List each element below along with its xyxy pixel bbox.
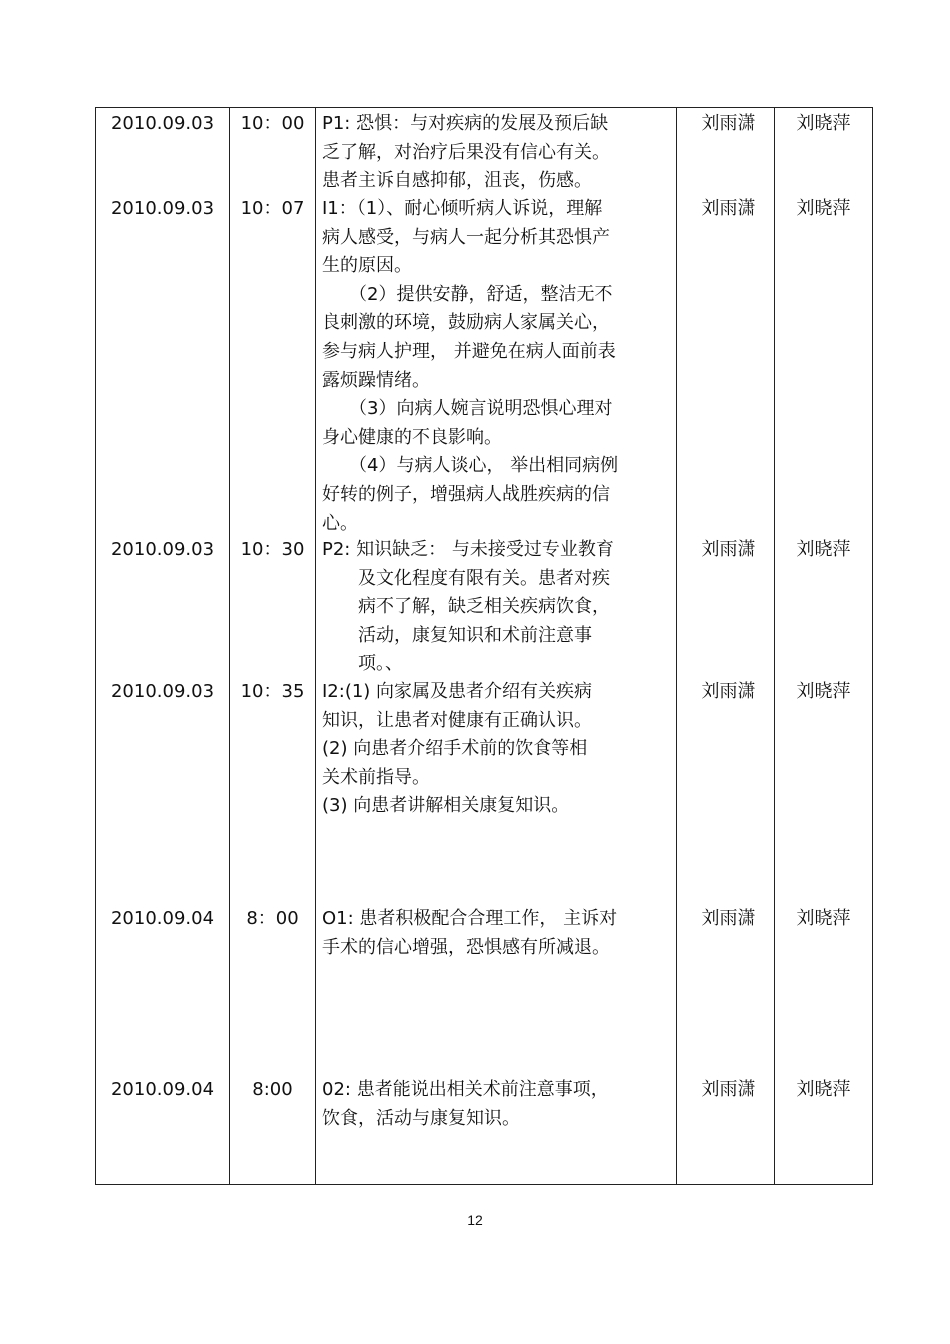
- record-date: 2010.09.03: [110, 681, 215, 702]
- content-line: 生的原因。: [322, 255, 412, 277]
- nurse-name: 刘雨潇: [701, 198, 756, 219]
- record-time: 10：07: [240, 198, 305, 219]
- content-line: 患者主诉自感抑郁，沮丧，伤感。: [322, 170, 592, 192]
- nurse-name: 刘雨潇: [701, 681, 756, 702]
- record-date: 2010.09.04: [110, 1079, 215, 1100]
- page-number: 12: [467, 1212, 483, 1228]
- checker-name: 刘晓萍: [796, 113, 851, 134]
- record-time: 8:00: [252, 1079, 293, 1100]
- record-content: [322, 195, 672, 538]
- record-time: 10：00: [240, 113, 305, 134]
- content-line: 露烦躁情绪。: [322, 369, 430, 391]
- checker-name: 刘晓萍: [796, 1079, 851, 1100]
- record-content: [322, 678, 672, 821]
- content-line: (3) 向患者讲解相关康复知识。: [322, 795, 570, 817]
- checker-name: 刘晓萍: [796, 539, 851, 560]
- content-line: 及文化程度有限有关。患者对疾: [322, 567, 610, 589]
- record-date: 2010.09.04: [110, 908, 215, 929]
- content-line: 项。、: [322, 653, 403, 675]
- nurse-name: 刘雨潇: [701, 1079, 756, 1100]
- content-line: 好转的例子，增强病人战胜疾病的信: [322, 483, 610, 505]
- content-line: 心。: [322, 512, 358, 534]
- nurse-name: 刘雨潇: [701, 908, 756, 929]
- record-date: 2010.09.03: [110, 198, 215, 219]
- checker-name: 刘晓萍: [796, 198, 851, 219]
- nurse-name: 刘雨潇: [701, 113, 756, 134]
- record-time: 10：30: [240, 539, 305, 560]
- content-line: （3）向病人婉言说明恐惧心理对: [322, 398, 613, 420]
- record-content: [322, 905, 672, 962]
- content-line: （4）与病人谈心， 举出相同病例: [322, 455, 619, 477]
- content-line: 饮食，活动与康复知识。: [322, 1107, 520, 1129]
- content-line: P1: 恐惧：与对疾病的发展及预后缺: [322, 113, 609, 134]
- column-divider: [774, 108, 775, 1184]
- content-line: I2:(1) 向家属及患者介绍有关疾病: [322, 681, 593, 702]
- content-line: 手术的信心增强，恐惧感有所减退。: [322, 936, 610, 958]
- nursing-record-table: [95, 107, 873, 1185]
- content-line: 关术前指导。: [322, 766, 430, 788]
- record-date: 2010.09.03: [110, 113, 215, 134]
- record-content: [322, 110, 672, 196]
- record-time: 10：35: [240, 681, 305, 702]
- content-line: 乏了解，对治疗后果没有信心有关。: [322, 141, 610, 163]
- checker-name: 刘晓萍: [796, 681, 851, 702]
- record-time: 8：00: [246, 908, 299, 929]
- content-line: P2: 知识缺乏： 与未接受过专业教育: [322, 539, 614, 560]
- content-line: (2) 向患者介绍手术前的饮食等相: [322, 738, 588, 760]
- content-line: 参与病人护理， 并避免在病人面前表: [322, 340, 616, 362]
- content-line: 活动，康复知识和术前注意事: [322, 624, 592, 646]
- checker-name: 刘晓萍: [796, 908, 851, 929]
- column-divider: [229, 108, 230, 1184]
- column-divider: [676, 108, 677, 1184]
- content-line: 病不了解，缺乏相关疾病饮食，: [322, 596, 610, 618]
- nurse-name: 刘雨潇: [701, 539, 756, 560]
- content-line: （2）提供安静，舒适，整洁无不: [322, 283, 613, 305]
- content-line: 身心健康的不良影响。: [322, 426, 502, 448]
- content-line: 知识，让患者对健康有正确认识。: [322, 709, 592, 731]
- content-line: 良刺激的环境，鼓励病人家属关心，: [322, 312, 610, 334]
- column-divider: [315, 108, 316, 1184]
- record-date: 2010.09.03: [110, 539, 215, 560]
- content-line: O1: 患者积极配合合理工作， 主诉对: [322, 908, 618, 929]
- record-content: [322, 536, 672, 679]
- content-line: 病人感受，与病人一起分析其恐惧产: [322, 226, 610, 248]
- content-line: 02: 患者能说出相关术前注意事项，: [322, 1079, 609, 1100]
- content-line: I1：（1）、耐心倾听病人诉说，理解: [322, 198, 603, 219]
- record-content: [322, 1076, 672, 1133]
